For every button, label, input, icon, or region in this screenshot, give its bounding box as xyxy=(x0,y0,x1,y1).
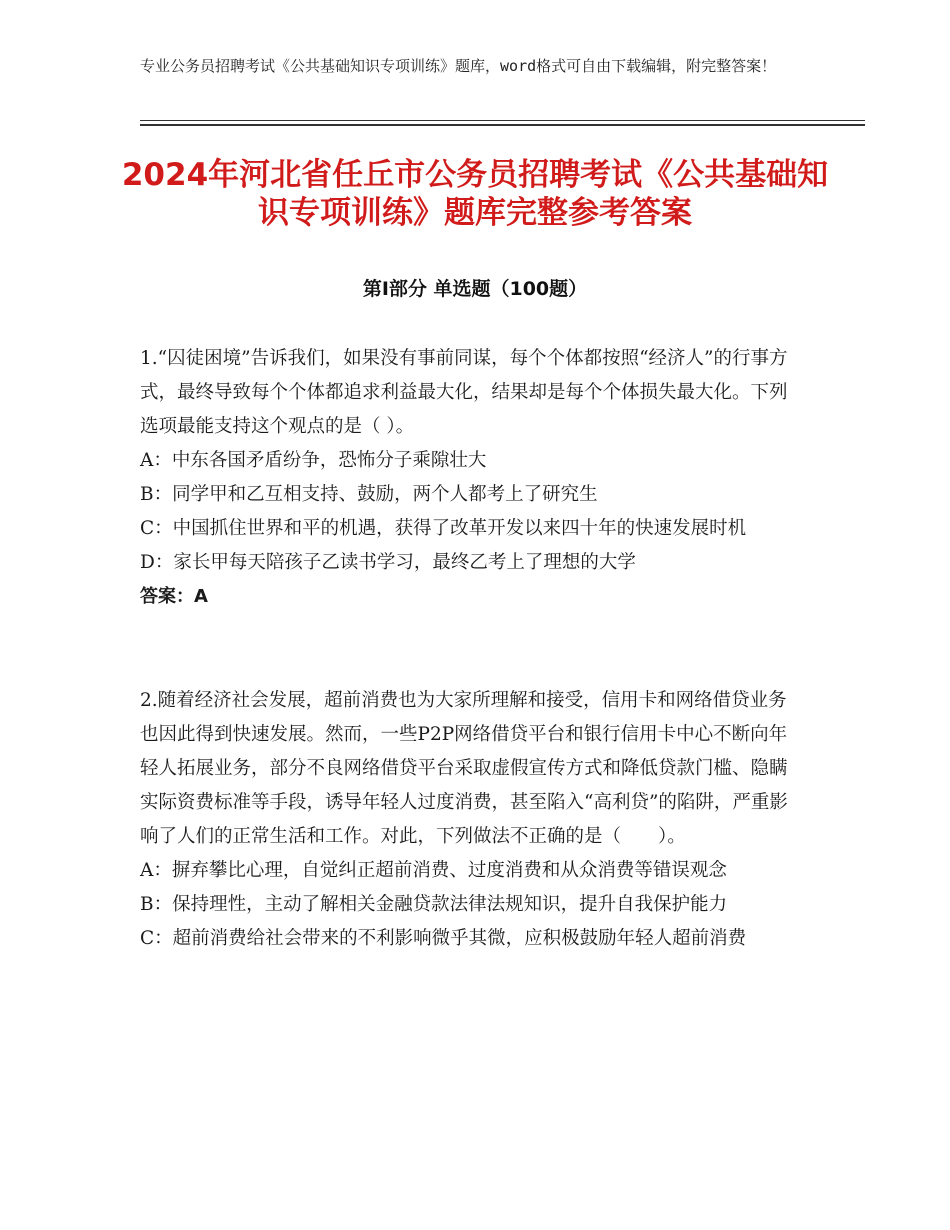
question-stem: 2.随着经济社会发展，超前消费也为大家所理解和接受，信用卡和网络借贷业务也因此得到快速发展。然而，一些P2P网络借贷平台和银行信用卡中心不断向年轻人拓展业务，部分不良网络借贷平台采取虚假宣传方式和降低贷款门槛、隐瞒实际资费标准等手段，诱导年轻人过度消费，甚至陷入“高利贷”的陷阱，严重影响了人们的正常生活和工作。对此，下列做法不正确的是（ ）。 xyxy=(140,690,788,847)
option-a: A：中东各国矛盾纷争，恐怖分子乘隙壮大 xyxy=(140,450,487,471)
document-title: 2024年河北省任丘市公务员招聘考试《公共基础知识专项训练》题库完整参考答案 xyxy=(121,157,829,231)
option-d: D：家长甲每天陪孩子乙读书学习，最终乙考上了理想的大学 xyxy=(140,552,636,573)
question-stem: 1.“囚徒困境”告诉我们，如果没有事前同谋，每个个体都按照“经济人”的行事方式，最终导致每个个体都追求利益最大化，结果却是每个个体损失最大化。下列选项最能支持这个观点的是（ ）。 xyxy=(140,348,788,437)
option-a: A：摒弃攀比心理，自觉纠正超前消费、过度消费和从众消费等错误观念 xyxy=(140,860,727,881)
question-1 xyxy=(140,342,805,614)
question-2 xyxy=(140,684,805,956)
header-rule-thick xyxy=(140,124,865,126)
option-c: C：中国抓住世界和平的机遇，获得了改革开发以来四十年的快速发展时机 xyxy=(140,518,747,539)
option-b: B：保持理性，主动了解相关金融贷款法律法规知识，提升自我保护能力 xyxy=(140,894,728,915)
option-b: B：同学甲和乙互相支持、鼓励，两个人都考上了研究生 xyxy=(140,484,598,505)
answer-line: 答案：A xyxy=(140,586,208,607)
header-rule-thin xyxy=(140,120,865,121)
option-c: C：超前消费给社会带来的不利影响微乎其微，应积极鼓励年轻人超前消费 xyxy=(140,928,747,949)
section-heading: 第Ⅰ部分 单选题（100题） xyxy=(362,278,588,300)
header-note: 专业公务员招聘考试《公共基础知识专项训练》题库，word格式可自由下载编辑，附完整答案！ xyxy=(140,57,777,75)
